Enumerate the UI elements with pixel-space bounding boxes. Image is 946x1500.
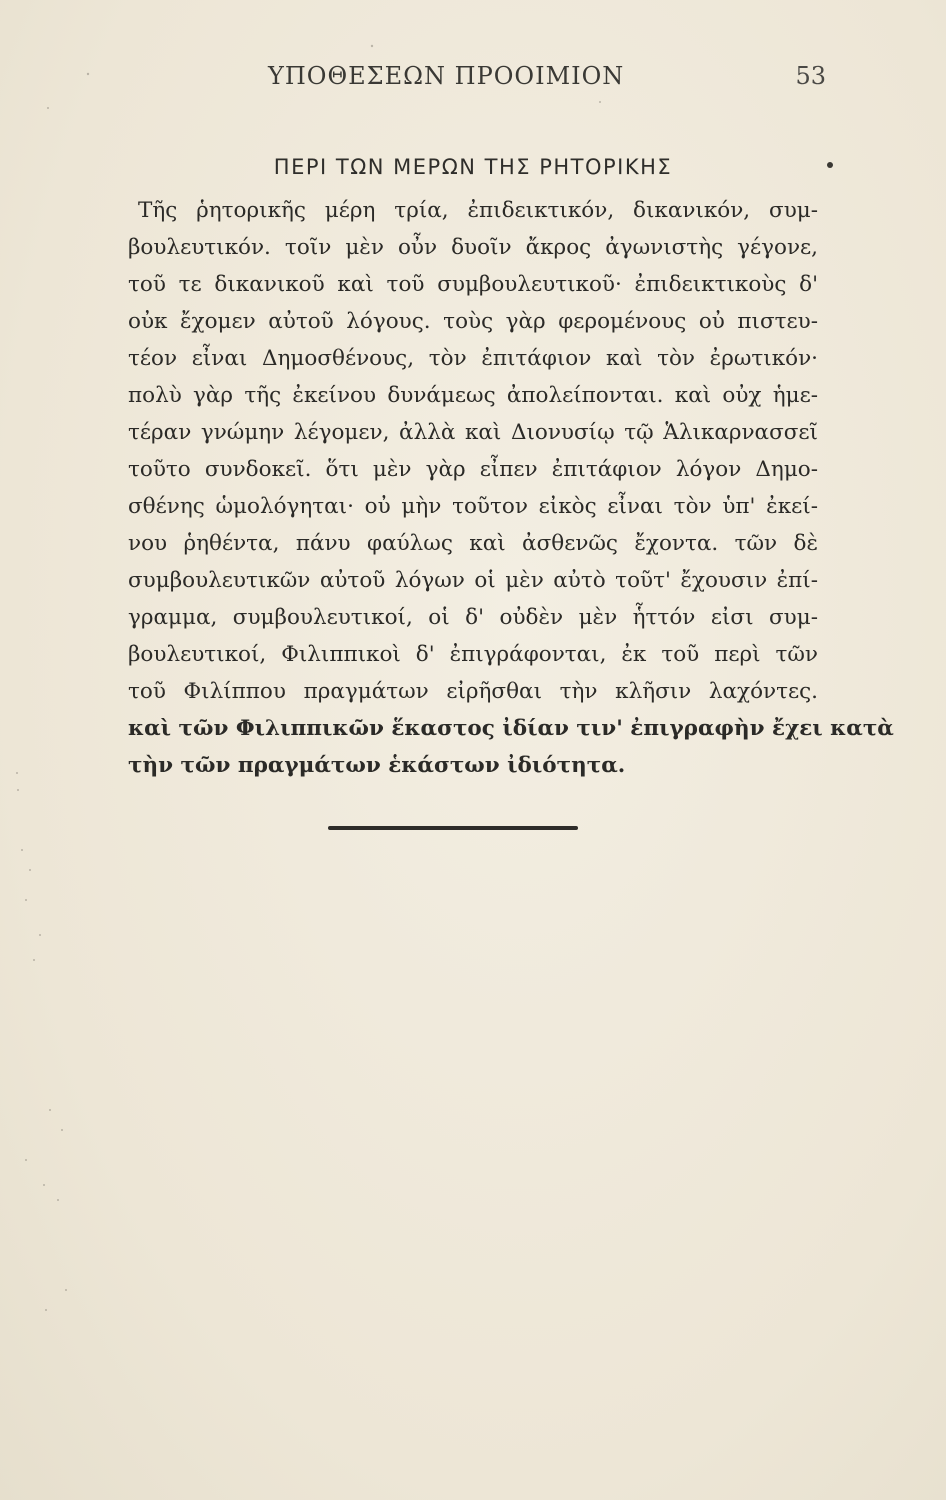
- text-line: συμβουλευτικῶν αὐτοῦ λόγων οἱ μὲν αὐτὸ τοῦτ' ἔχουσιν ἐπί-: [128, 568, 818, 593]
- text-line: τοῦτο συνδοκεῖ. ὅτι μὲν γὰρ εἶπεν ἐπιτάφιον λόγον Δημο-: [128, 457, 818, 482]
- text-line: νου ῥηθέντα, πάνυ φαύλως καὶ ἀσθενῶς ἔχοντα. τῶν δὲ: [128, 531, 818, 556]
- text-line: καὶ τῶν Φιλιππικῶν ἕκαστος ἰδίαν τιν' ἐπιγραφὴν ἔχει κατὰ: [128, 716, 894, 741]
- running-header: [0, 62, 946, 96]
- text-line: τέον εἶναι Δημοσθένους, τὸν ἐπιτάφιον καὶ τὸν ἐρωτικόν·: [128, 346, 818, 371]
- text-line: βουλευτικοί, Φιλιππικοὶ δ' ἐπιγράφονται, ἐκ τοῦ περὶ τῶν: [128, 642, 818, 667]
- text-line: σθένης ὡμολόγηται· οὐ μὴν τοῦτον εἰκὸς εἶναι τὸν ὑπ' ἐκεί-: [128, 494, 818, 519]
- body-paragraph: [128, 192, 894, 784]
- text-line: τέραν γνώμην λέγομεν, ἀλλὰ καὶ Διονυσίῳ τῷ Ἁλικαρνασσεῖ: [128, 420, 818, 445]
- section-heading: ΠΕΡΙ ΤΩΝ ΜΕΡΩΝ ΤΗΣ ΡΗΤΟΡΙΚΗΣ: [273, 155, 673, 179]
- text-line: οὐκ ἔχομεν αὐτοῦ λόγους. τοὺς γὰρ φερομένους οὐ πιστευ-: [128, 309, 818, 334]
- text-line: γραμμα, συμβουλευτικοί, οἱ δ' οὐδὲν μὲν ἧττόν εἰσι συμ-: [128, 605, 818, 630]
- text-line: τοῦ Φιλίππου πραγμάτων εἰρῆσθαι τὴν κλῆσιν λαχόντες.: [128, 679, 818, 704]
- text-line: Τῆς ῥητορικῆς μέρη τρία, ἐπιδεικτικόν, δικανικόν, συμ-: [138, 198, 818, 223]
- section-end-rule: [328, 826, 578, 830]
- running-title: ΥΠΟΘΕΣΕΩΝ ΠΡΟΟΙΜΙΟΝ: [268, 62, 625, 90]
- text-line: τὴν τῶν πραγμάτων ἑκάστων ἰδιότητα.: [128, 753, 626, 778]
- page-number: 53: [795, 62, 826, 90]
- text-line: βουλευτικόν. τοῖν μὲν οὖν δυοῖν ἄκρος ἀγωνιστὴς γέγονε,: [128, 235, 818, 260]
- text-line: πολὺ γὰρ τῆς ἐκείνου δυνάμεως ἀπολείπονται. καὶ οὐχ ἡμε-: [128, 383, 818, 408]
- text-line: τοῦ τε δικανικοῦ καὶ τοῦ συμβουλευτικοῦ· ἐπιδεικτικοὺς δ': [128, 272, 818, 297]
